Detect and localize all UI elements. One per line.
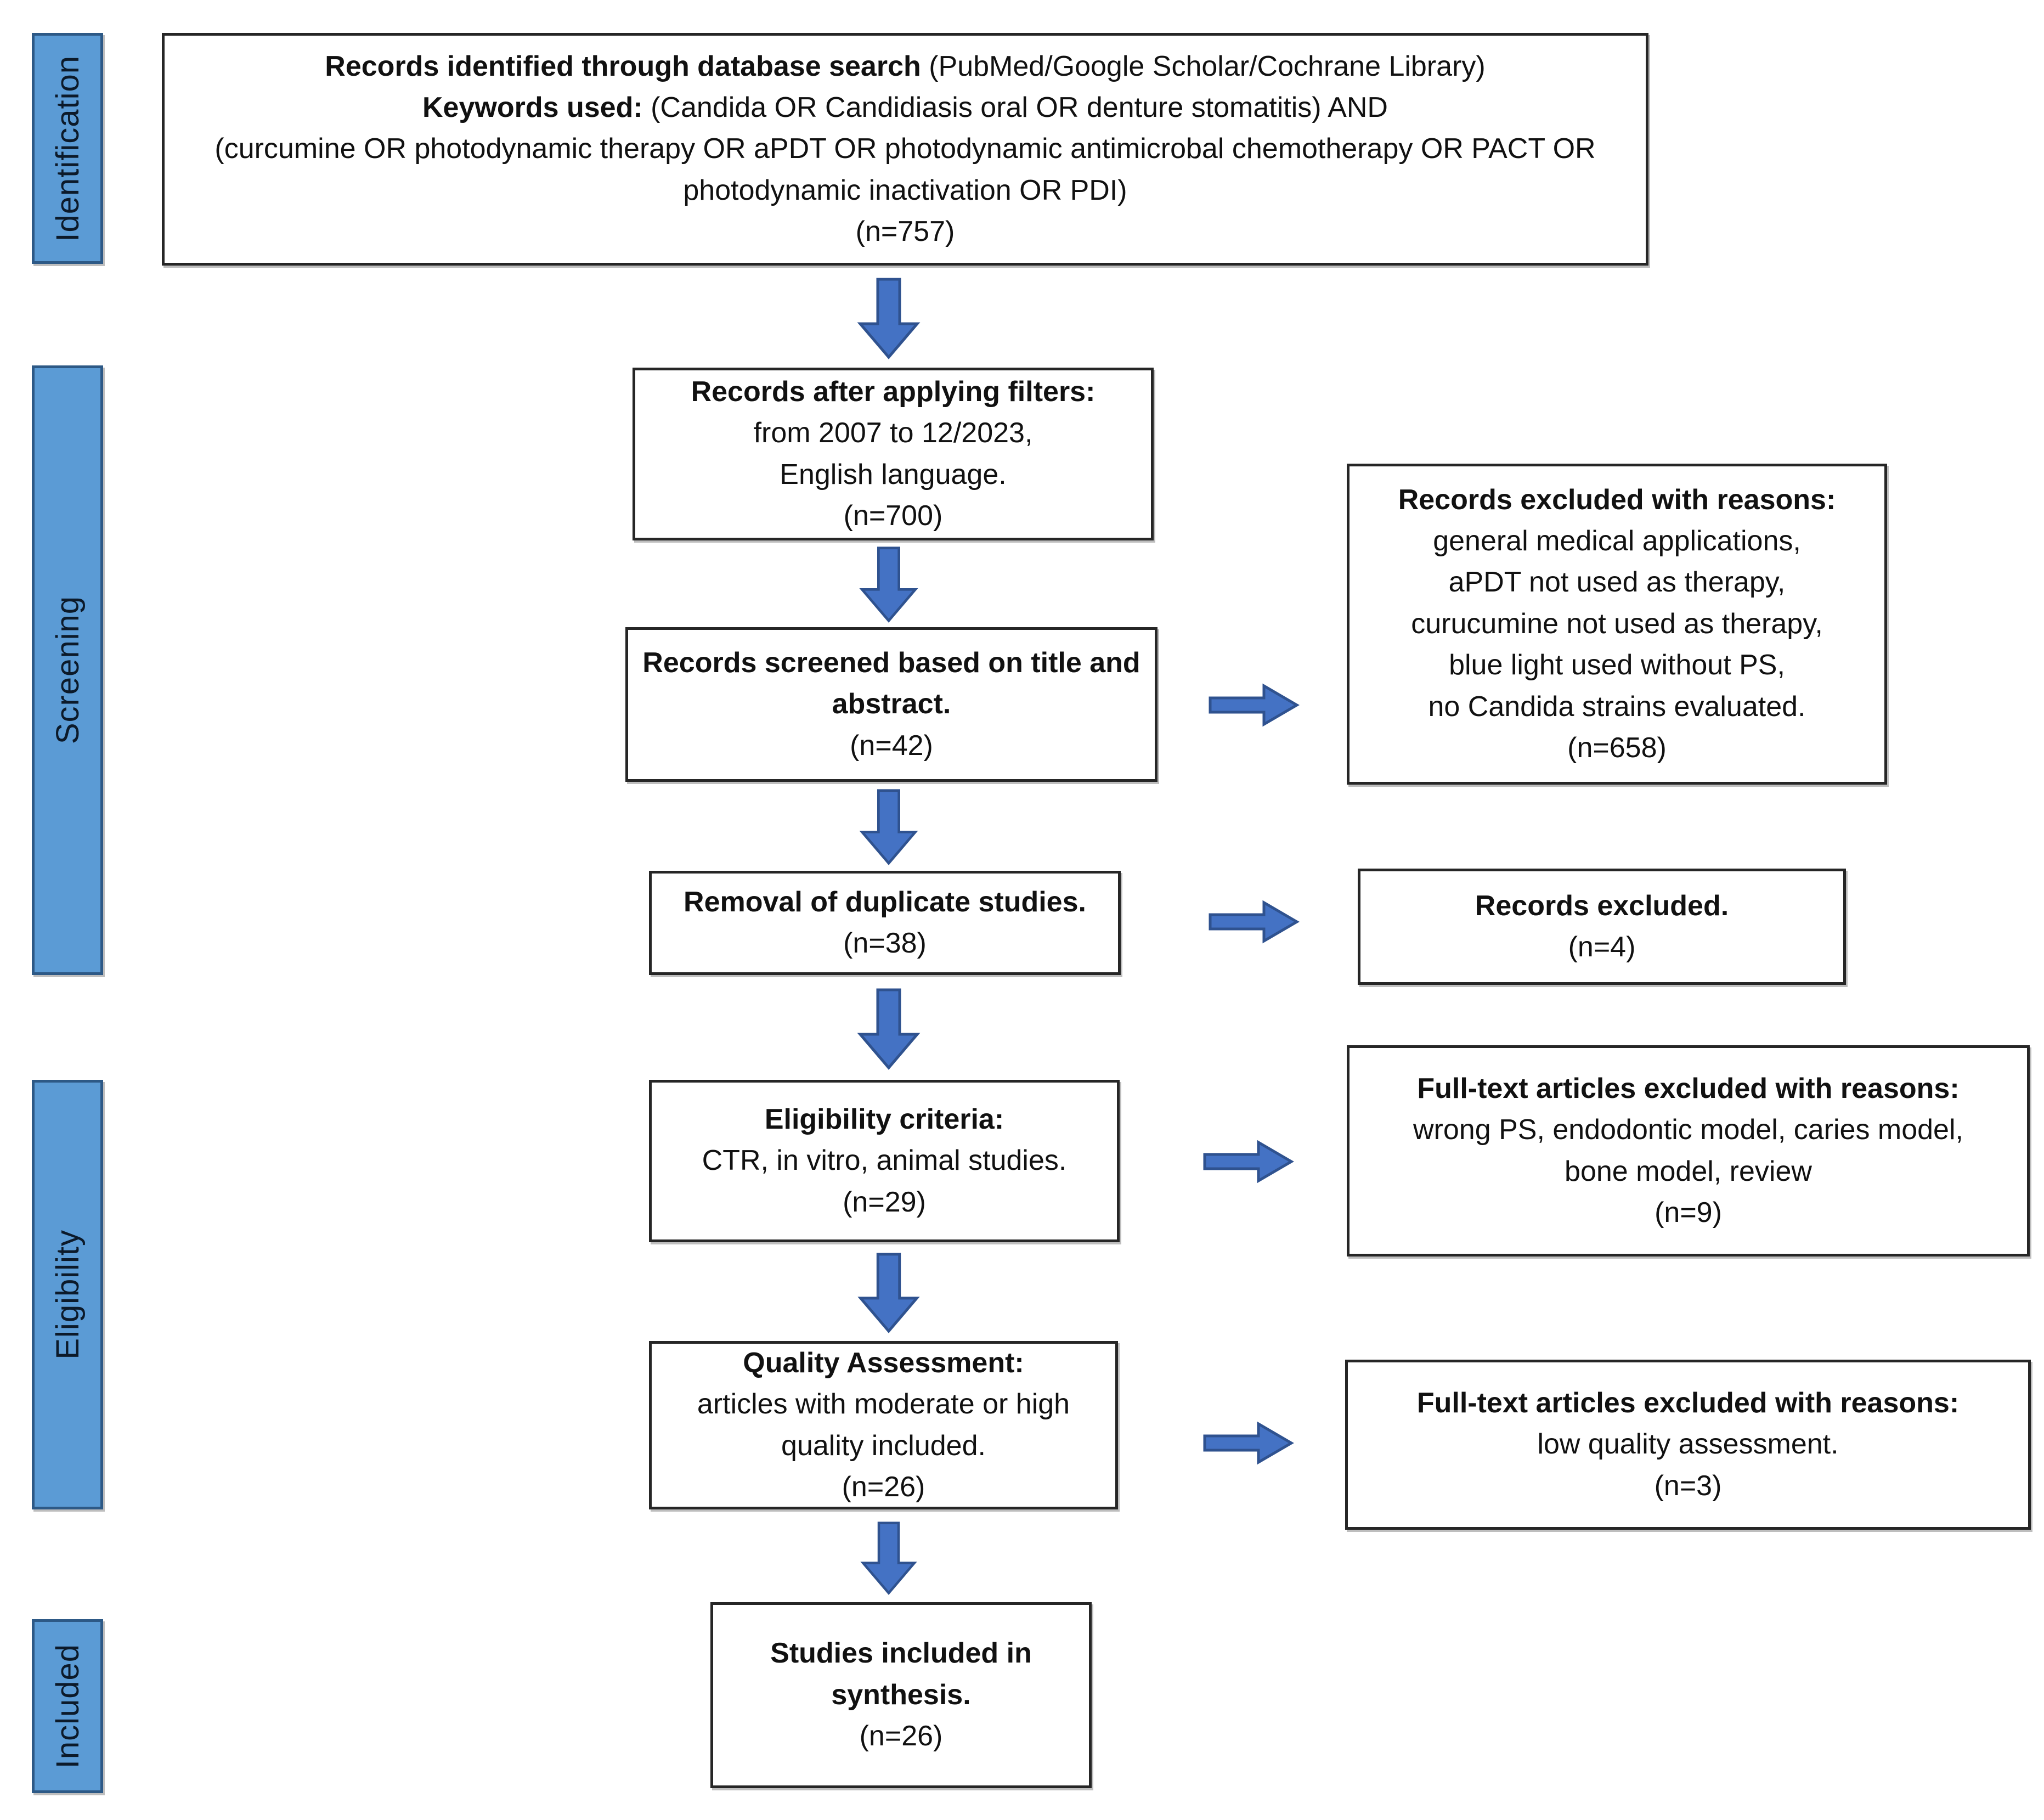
stage-box-included (32, 1619, 103, 1793)
box-title: Quality Assessment: (743, 1346, 1024, 1379)
box-line (1357, 480, 1877, 521)
down-arrow-icon (856, 1252, 922, 1333)
box-line: quality included. (781, 1429, 986, 1462)
box-studies-included (710, 1602, 1092, 1788)
box-line (721, 1633, 1081, 1674)
record-count: (n=757) (855, 216, 955, 248)
box-lowquality-excluded (1345, 1360, 2031, 1530)
box-title: Full-text articles excluded with reasons: (1417, 1072, 1960, 1105)
box-line: English language. (780, 458, 1007, 491)
box-line: general medical applications, (1433, 525, 1801, 557)
stage-label-eligibility: Eligibility (49, 1230, 86, 1360)
box-line (721, 1675, 1081, 1716)
box-title: abstract. (832, 688, 951, 720)
box-line: articles with moderate or high (697, 1388, 1070, 1421)
box-line (172, 46, 1638, 87)
record-count: (n=9) (1655, 1196, 1722, 1229)
stage-box-screening (32, 365, 103, 975)
box-records-screened (625, 627, 1157, 782)
down-arrow-icon (856, 988, 922, 1070)
down-arrow-icon (856, 1521, 922, 1595)
box-fulltext-excluded (1347, 1045, 2030, 1256)
box-records-after-filters (633, 368, 1154, 540)
box-line-bold: Records identified through database search (325, 50, 921, 82)
box-line (659, 1343, 1108, 1384)
box-line (636, 684, 1147, 725)
box-line: no Candida strains evaluated. (1428, 690, 1806, 723)
right-arrow-icon (1201, 1418, 1295, 1468)
box-title: synthesis. (831, 1678, 971, 1711)
record-count: (n=26) (842, 1470, 925, 1503)
box-line-text: (PubMed/Google Scholar/Cochrane Library) (921, 50, 1486, 82)
box-line: photodynamic inactivation OR PDI) (683, 174, 1127, 206)
box-line (1368, 886, 1836, 927)
stage-box-identification (32, 33, 103, 264)
box-line (643, 371, 1143, 413)
box-records-identified (162, 33, 1648, 266)
box-line (659, 882, 1110, 923)
box-line: from 2007 to 12/2023, (753, 417, 1033, 449)
box-records-excluded-reasons (1347, 464, 1887, 785)
box-quality-assessment (649, 1341, 1118, 1509)
box-duplicates-removed (649, 871, 1121, 975)
record-count: (n=700) (843, 499, 943, 532)
box-title: Eligibility criteria: (764, 1103, 1004, 1135)
box-line-text: (Candida OR Candidiasis oral OR denture stomatitis) AND (642, 91, 1388, 123)
box-line-bold: Keywords used: (422, 91, 643, 123)
box-title: Records after applying filters: (691, 375, 1096, 408)
box-title: Full-text articles excluded with reasons: (1416, 1387, 1960, 1419)
box-line: CTR, in vitro, animal studies. (702, 1145, 1067, 1177)
box-title: Studies included in (770, 1637, 1032, 1670)
box-line (1357, 1068, 2019, 1109)
record-count: (n=38) (843, 927, 927, 959)
box-line (659, 1099, 1109, 1140)
box-line: (curcumine OR photodynamic therapy OR aPDT OR photodynamic antimicrobal chemotherapy OR PACT OR (214, 133, 1596, 165)
record-count: (n=26) (859, 1720, 943, 1753)
record-count: (n=42) (850, 729, 933, 762)
box-line: wrong PS, endodontic model, caries model, (1413, 1114, 1963, 1146)
box-title: Records screened based on title and (642, 646, 1140, 679)
box-line: bone model, review (1565, 1155, 1812, 1187)
box-title: Removal of duplicate studies. (684, 886, 1086, 918)
box-line (172, 87, 1638, 128)
box-title: Records excluded. (1475, 889, 1729, 922)
box-title: Records excluded with reasons: (1398, 483, 1836, 516)
box-line (636, 643, 1147, 684)
down-arrow-icon (856, 277, 922, 359)
box-line (1356, 1383, 2020, 1424)
box-line: aPDT not used as therapy, (1448, 566, 1786, 599)
stage-label-screening: Screening (49, 596, 86, 745)
right-arrow-icon (1201, 1137, 1295, 1186)
stage-box-eligibility (32, 1080, 103, 1509)
box-eligibility-criteria (649, 1080, 1120, 1242)
box-line: curucumine not used as therapy, (1411, 607, 1823, 640)
record-count: (n=3) (1654, 1469, 1722, 1502)
down-arrow-icon (856, 788, 922, 865)
stage-label-included: Included (49, 1643, 86, 1769)
stage-label-identification: Identification (49, 55, 86, 242)
box-line: blue light used without PS, (1449, 649, 1785, 681)
box-line: low quality assessment. (1537, 1428, 1839, 1461)
right-arrow-icon (1207, 897, 1300, 946)
record-count: (n=4) (1568, 931, 1636, 963)
down-arrow-icon (856, 546, 922, 623)
right-arrow-icon (1207, 680, 1300, 730)
record-count: (n=29) (843, 1186, 926, 1218)
box-records-excluded (1358, 869, 1846, 985)
record-count: (n=658) (1567, 731, 1667, 764)
